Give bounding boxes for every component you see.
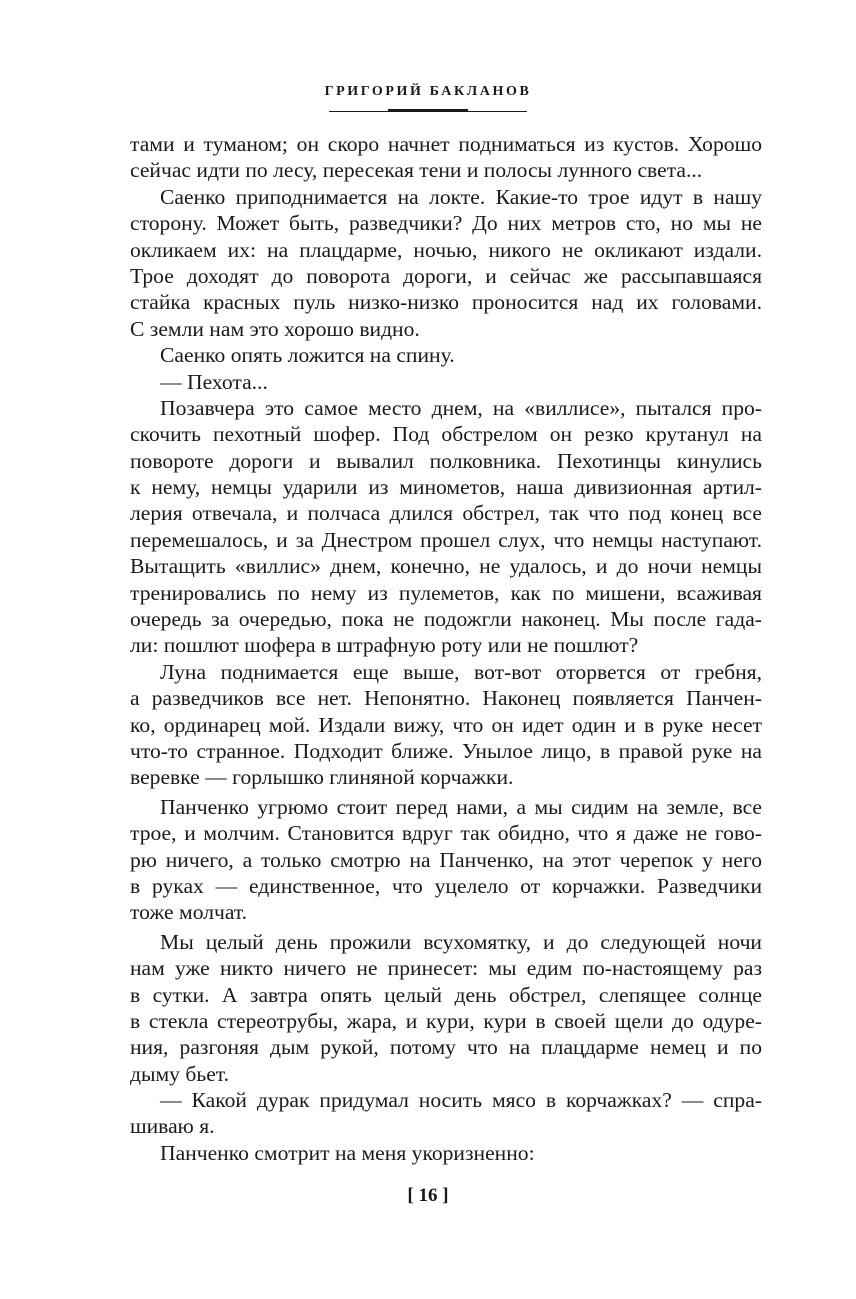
text-line: тами и туманом; он скоро начнет подниматься из кустов. Хорошо [130,132,762,156]
text-line: ния, разгоняя дым рукой, потому что на плацдарме немец и по [130,1035,762,1060]
text-line: к нему, немцы ударили из минометов, наша дивизионная артил- [130,475,762,500]
running-head-rule [329,111,527,112]
paragraph [130,929,762,1087]
text-line: рю ничего, а только смотрю на Панченко, на этот черепок у него [130,847,762,872]
text-line: повороте дороги и вывалил полковника. Пехотинцы кинулись [130,448,762,473]
text-line: что-то странное. Подходит ближе. Унылое лицо, в правой руке на [130,738,762,763]
text-line: Саенко опять ложится на спину. [160,343,455,368]
paragraph [130,1140,762,1166]
paragraph [130,369,762,395]
text-line: в сутки. А завтра опять целый день обстрел, слепящее солнце [130,982,762,1007]
text-line: очередь за очередью, пока не подожгли наконец. Мы после гада- [130,607,762,632]
text-line: скочить пехотный шофер. Под обстрелом он резко крутанул на [130,422,762,447]
text-line: в стекла стереотрубы, жара, и кури, кури в своей щели до одуре- [130,1008,762,1033]
page-number: [ 16 ] [407,1185,449,1206]
paragraph [130,659,762,791]
text-line: перемешалось, и за Днестром прошел слух, что немцы наступают. [130,527,762,552]
text-line: тренировались по нему из пулеметов, как по мишени, всаживая [130,580,762,605]
paragraph [130,395,762,659]
text-line: нам уже никто ничего не принесет: мы едим по-настоящему раз [130,956,762,981]
paragraph [130,794,762,926]
text-line: Луна поднимается еще выше, вот-вот оторвется от гребня, [160,659,762,684]
text-line: веревке — горлышко глиняной корчажки. [130,765,514,790]
text-line: сторону. Может быть, разведчики? До них метров сто, но мы не [130,211,762,236]
text-line: ко, ординарец мой. Издали вижу, что он идет один и в руке несет [130,712,762,737]
text-line: а разведчиков все нет. Непонятно. Наконец появляется Панчен- [130,686,762,711]
text-line: Панченко смотрит на меня укоризненно: [160,1140,535,1165]
text-line: ли: пошлют шофера в штрафную роту или не пошлют? [130,633,639,658]
body-text [130,131,762,1166]
text-line: трое, и молчим. Становится вдруг так обидно, что я даже не гово- [130,821,762,846]
text-line: Панченко угрюмо стоит перед нами, а мы сидим на земле, все [160,794,762,819]
text-line: лерия отвечала, и полчаса длился обстрел, так что под конец все [130,501,762,526]
running-head [0,82,856,102]
text-line: в руках — единственное, что уцелело от корчажки. Разведчики [130,873,762,898]
text-line: дыму бьет. [130,1061,229,1086]
paragraph [130,1087,762,1140]
text-line: тоже молчат. [130,900,248,925]
text-line: Мы целый день прожили всухомятку, и до следующей ночи [160,929,762,954]
text-line: Трое доходят до поворота дороги, и сейчас же рассыпавшаяся [130,263,762,288]
text-line: Саенко приподнимается на локте. Какие-то трое идут в нашу [160,184,762,209]
text-line: сейчас идти по лесу, пересекая тени и полосы лунного света... [130,158,703,183]
text-line: — Какой дурак придумал носить мясо в корчажках? — спра- [160,1088,762,1113]
text-line: Позавчера это самое место днем, на «виллисе», пытался про- [160,395,762,420]
paragraph [130,131,762,184]
text-line: Вытащить «виллис» днем, конечно, не удалось, и до ночи немцы [130,554,762,579]
paragraph [130,184,762,342]
paragraph [130,342,762,368]
text-line: окликаем их: на плацдарме, ночью, никого не окликают издали. [130,237,762,262]
running-head-title: ГРИГОРИЙ БАКЛАНОВ [324,84,532,99]
text-line: С земли нам это хорошо видно. [130,316,420,341]
text-line: шиваю я. [130,1114,215,1139]
text-line: — Пехота... [160,369,268,394]
running-head-rule-accent [388,109,468,111]
text-line: стайка красных пуль низко-низко проносится над их головами. [130,290,762,315]
